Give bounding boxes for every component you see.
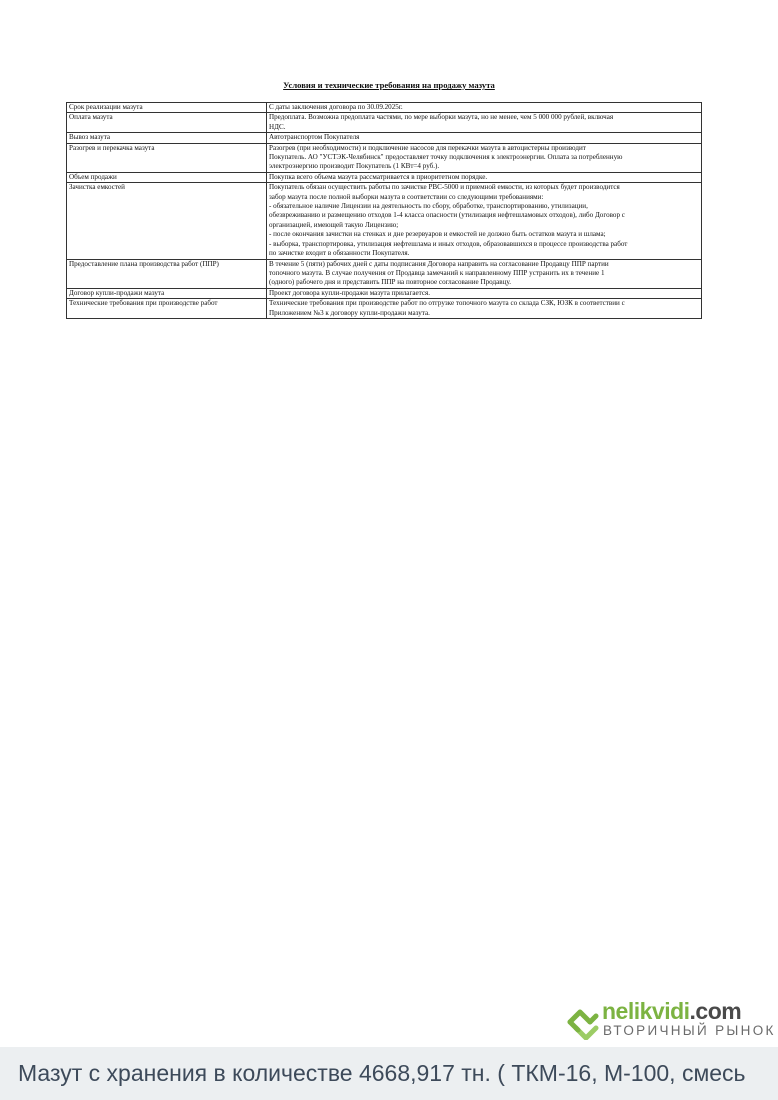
table-row	[67, 133, 702, 143]
row-value-line: Покупка всего объема мазута рассматривается в приоритетном порядке.	[269, 172, 488, 181]
row-value-line: Проект договора купли-продажи мазута прилагается.	[269, 288, 431, 297]
row-value-line: электроэнергию производит Покупатель (1 КВт=4 руб.).	[269, 162, 440, 171]
table-row	[67, 183, 702, 259]
logo-brand: nelikvidi	[602, 998, 690, 1024]
row-value-line: Приложением №3 к договору купли-продажи мазута.	[269, 308, 430, 317]
row-value-line: Покупатель. АО "УСТЭК-Челябинск" предоставляет точку подключения к электроэнергии. Оплата за потребленную	[269, 153, 623, 162]
row-value-line: НДС.	[269, 122, 286, 131]
table-row	[67, 103, 702, 113]
row-value-line: - обязательное наличие Лицензии на деятельность по сбору, обработке, транспортированию, утилизации,	[269, 202, 588, 211]
row-value	[267, 113, 702, 133]
table-row	[67, 299, 702, 319]
row-value-line: обезвреживанию и размещению отходов 1-4 класса опасности (утилизация нефтешламовых отходов), либо Договор с	[269, 211, 625, 220]
row-key: Срок реализации мазута	[67, 103, 267, 113]
nelikvidi-logo[interactable]	[564, 998, 776, 1044]
row-value-line: - после окончания зачистки на стенках и дне резервуаров и емкостей не должно быть остатков мазута и шлама;	[269, 230, 606, 239]
terms-table	[66, 102, 702, 319]
row-key: Технические требования при производстве работ	[67, 299, 267, 319]
table-row	[67, 259, 702, 288]
listing-caption[interactable]: Мазут с хранения в количестве 4668,917 тн. ( ТКМ-16, М-100, смесь	[18, 1060, 746, 1086]
row-value-line: В течение 5 (пяти) рабочих дней с даты подписания Договора направить на согласование Продавцу ППР партии	[269, 259, 609, 268]
row-value-line: С даты заключения договора по 30.09.2025г.	[269, 103, 403, 111]
row-value	[267, 103, 702, 113]
row-value	[267, 288, 702, 298]
logo-tld: .com	[689, 998, 742, 1024]
row-value-line: Технические требования при производстве работ по отгрузке топочного мазута со склада СЗК, ЮЗК в соответствии с	[269, 299, 625, 308]
row-value-line: забор мазута после полной выборки мазута в соответствии со следующими требованиями:	[269, 192, 544, 201]
row-value-line: топочного мазута. В случае получения от Продавца замечаний к направленному ППР устранить их в течение 1	[269, 268, 605, 277]
table-row	[67, 113, 702, 133]
row-value	[267, 299, 702, 319]
table-row	[67, 143, 702, 172]
row-key: Вывоз мазута	[67, 133, 267, 143]
row-key: Объем продажи	[67, 172, 267, 182]
row-value-line: (одного) рабочего дня и представить ППР на повторное согласование Продавцу.	[269, 278, 511, 287]
row-value-line: Автотранспортом Покупателя	[269, 133, 360, 142]
row-value-line: организацией, имеющей такую Лицензию;	[269, 220, 399, 229]
nelikvidi-logo-icon	[564, 1002, 602, 1040]
row-value	[267, 172, 702, 182]
row-value	[267, 259, 702, 288]
row-value-line: - выборка, транспортировка, утилизация нефтешлама и иных отходов, образовавшихся в процессе производства работ	[269, 239, 628, 248]
row-key: Зачистка емкостей	[67, 183, 267, 259]
document-title: Условия и технические требования на продажу мазута	[283, 80, 495, 90]
row-value-line: Покупатель обязан осуществить работы по зачистке РВС-5000 и приемной емкости, из которых будет производится	[269, 183, 620, 192]
row-key: Предоставление плана производства работ (ППР)	[67, 259, 267, 288]
row-key: Разогрев и перекачка мазута	[67, 143, 267, 172]
row-value-line: по зачистке входит в обязанности Покупателя.	[269, 249, 410, 258]
row-value	[267, 183, 702, 259]
logo-tagline: ВТОРИЧНЫЙ РЫНОК	[603, 1023, 776, 1038]
caption-bar	[0, 1047, 778, 1100]
row-value-line: Предоплата. Возможна предоплата частями, по мере выборки мазута, но не менее, чем 5 000 000 рублей, включая	[269, 113, 614, 122]
row-value	[267, 143, 702, 172]
row-value	[267, 133, 702, 143]
row-key: Договор купли-продажи мазута	[67, 288, 267, 298]
row-value-line: Разогрев (при необходимости) и подключение насосов для перекачки мазута в автоцистерны производит	[269, 143, 586, 152]
table-row	[67, 288, 702, 298]
logo-wordmark	[602, 998, 741, 1025]
table-row	[67, 172, 702, 182]
row-key: Оплата мазута	[67, 113, 267, 133]
